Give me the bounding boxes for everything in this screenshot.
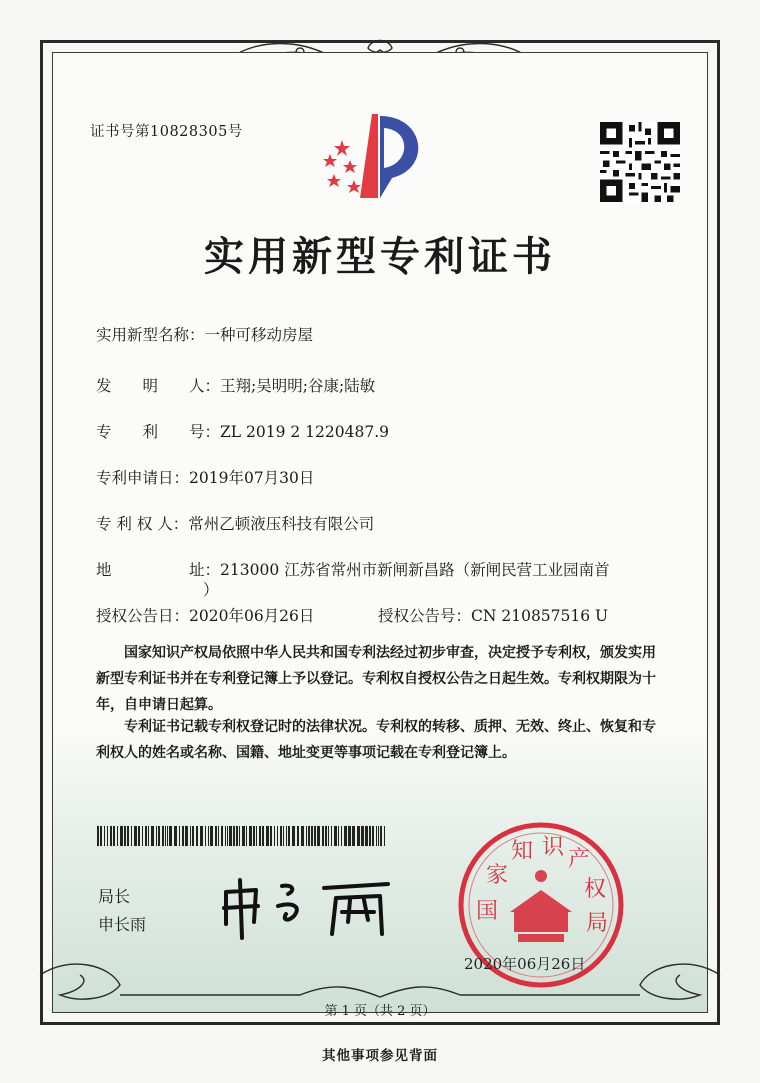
svg-text:国: 国 bbox=[476, 899, 499, 924]
footnote: 其他事项参见背面 bbox=[322, 1048, 438, 1064]
field-label: 授权公告号： bbox=[378, 607, 472, 625]
paragraph-2 bbox=[96, 714, 668, 766]
paragraph-line: 利权人的姓名或名称、国籍、地址变更等事项记载在专利登记簿上。 bbox=[96, 745, 516, 761]
svg-text:知: 知 bbox=[511, 839, 534, 864]
field-utility-model-name bbox=[96, 323, 313, 345]
svg-text:权: 权 bbox=[584, 877, 607, 902]
field-label: 专 利 号： bbox=[96, 423, 221, 441]
svg-text:识: 识 bbox=[542, 835, 565, 860]
field-label: 专 利 权 人： bbox=[96, 515, 189, 533]
field-application-date bbox=[96, 466, 314, 488]
page-number: 第 1 页（共 2 页） bbox=[324, 1004, 436, 1019]
paragraph-line: 国家知识产权局依照中华人民共和国专利法经过初步审查，决定授予专利权，颁发实用 bbox=[96, 645, 656, 661]
field-value: 2020年06月26日 bbox=[189, 607, 315, 625]
field-value: 常州乙顿液压科技有限公司 bbox=[188, 515, 375, 533]
paragraph-line: 新型专利证书并在专利登记簿上予以登记。专利权自授权公告之日起生效。专利权期限为十 bbox=[96, 671, 656, 687]
field-patent-number bbox=[96, 420, 389, 442]
field-value: 213000 江苏省常州市新闸新昌路（新闸民营工业园南首 bbox=[220, 561, 610, 579]
signatory-name: 申长雨 bbox=[98, 915, 147, 934]
certificate-number: 证书号第10828305号 bbox=[90, 124, 243, 140]
field-value: ZL 2019 2 1220487.9 bbox=[220, 423, 389, 441]
field-value: 一种可移动房屋 bbox=[204, 326, 314, 344]
barcode-icon bbox=[97, 826, 387, 846]
svg-text:局: 局 bbox=[586, 911, 609, 936]
field-label: 地 址： bbox=[96, 561, 221, 579]
handwritten-signature bbox=[212, 872, 402, 942]
field-address-continuation: ） bbox=[203, 581, 219, 599]
svg-text:产: 产 bbox=[568, 847, 591, 872]
field-label: 发 明 人： bbox=[96, 377, 221, 395]
signatory-role: 局长 bbox=[98, 887, 131, 906]
paragraph-line: 年，自申请日起算。 bbox=[96, 697, 222, 713]
paragraph-1 bbox=[96, 640, 668, 718]
field-grant-announce-number bbox=[378, 604, 608, 626]
field-label: 专利申请日： bbox=[96, 469, 190, 487]
field-inventor bbox=[96, 374, 375, 396]
field-patentee bbox=[96, 512, 374, 534]
field-value: 2019年07月30日 bbox=[189, 469, 315, 487]
field-grant-announce-date bbox=[96, 604, 314, 626]
svg-text:家: 家 bbox=[486, 863, 509, 888]
field-value: 王翔;吴明明;谷康;陆敏 bbox=[220, 377, 376, 395]
field-value: CN 210857516 U bbox=[471, 607, 609, 625]
field-address bbox=[96, 558, 610, 580]
field-label: 实用新型名称： bbox=[96, 326, 205, 344]
document-title: 实用新型专利证书 bbox=[204, 234, 556, 280]
field-label: 授权公告日： bbox=[96, 607, 190, 625]
seal-date: 2020年06月26日 bbox=[464, 955, 586, 973]
paragraph-line: 专利证书记载专利权登记时的法律状况。专利权的转移、质押、无效、终止、恢复和专 bbox=[96, 719, 656, 735]
qr-code-icon bbox=[600, 122, 680, 202]
cnipa-logo-icon bbox=[320, 108, 440, 208]
